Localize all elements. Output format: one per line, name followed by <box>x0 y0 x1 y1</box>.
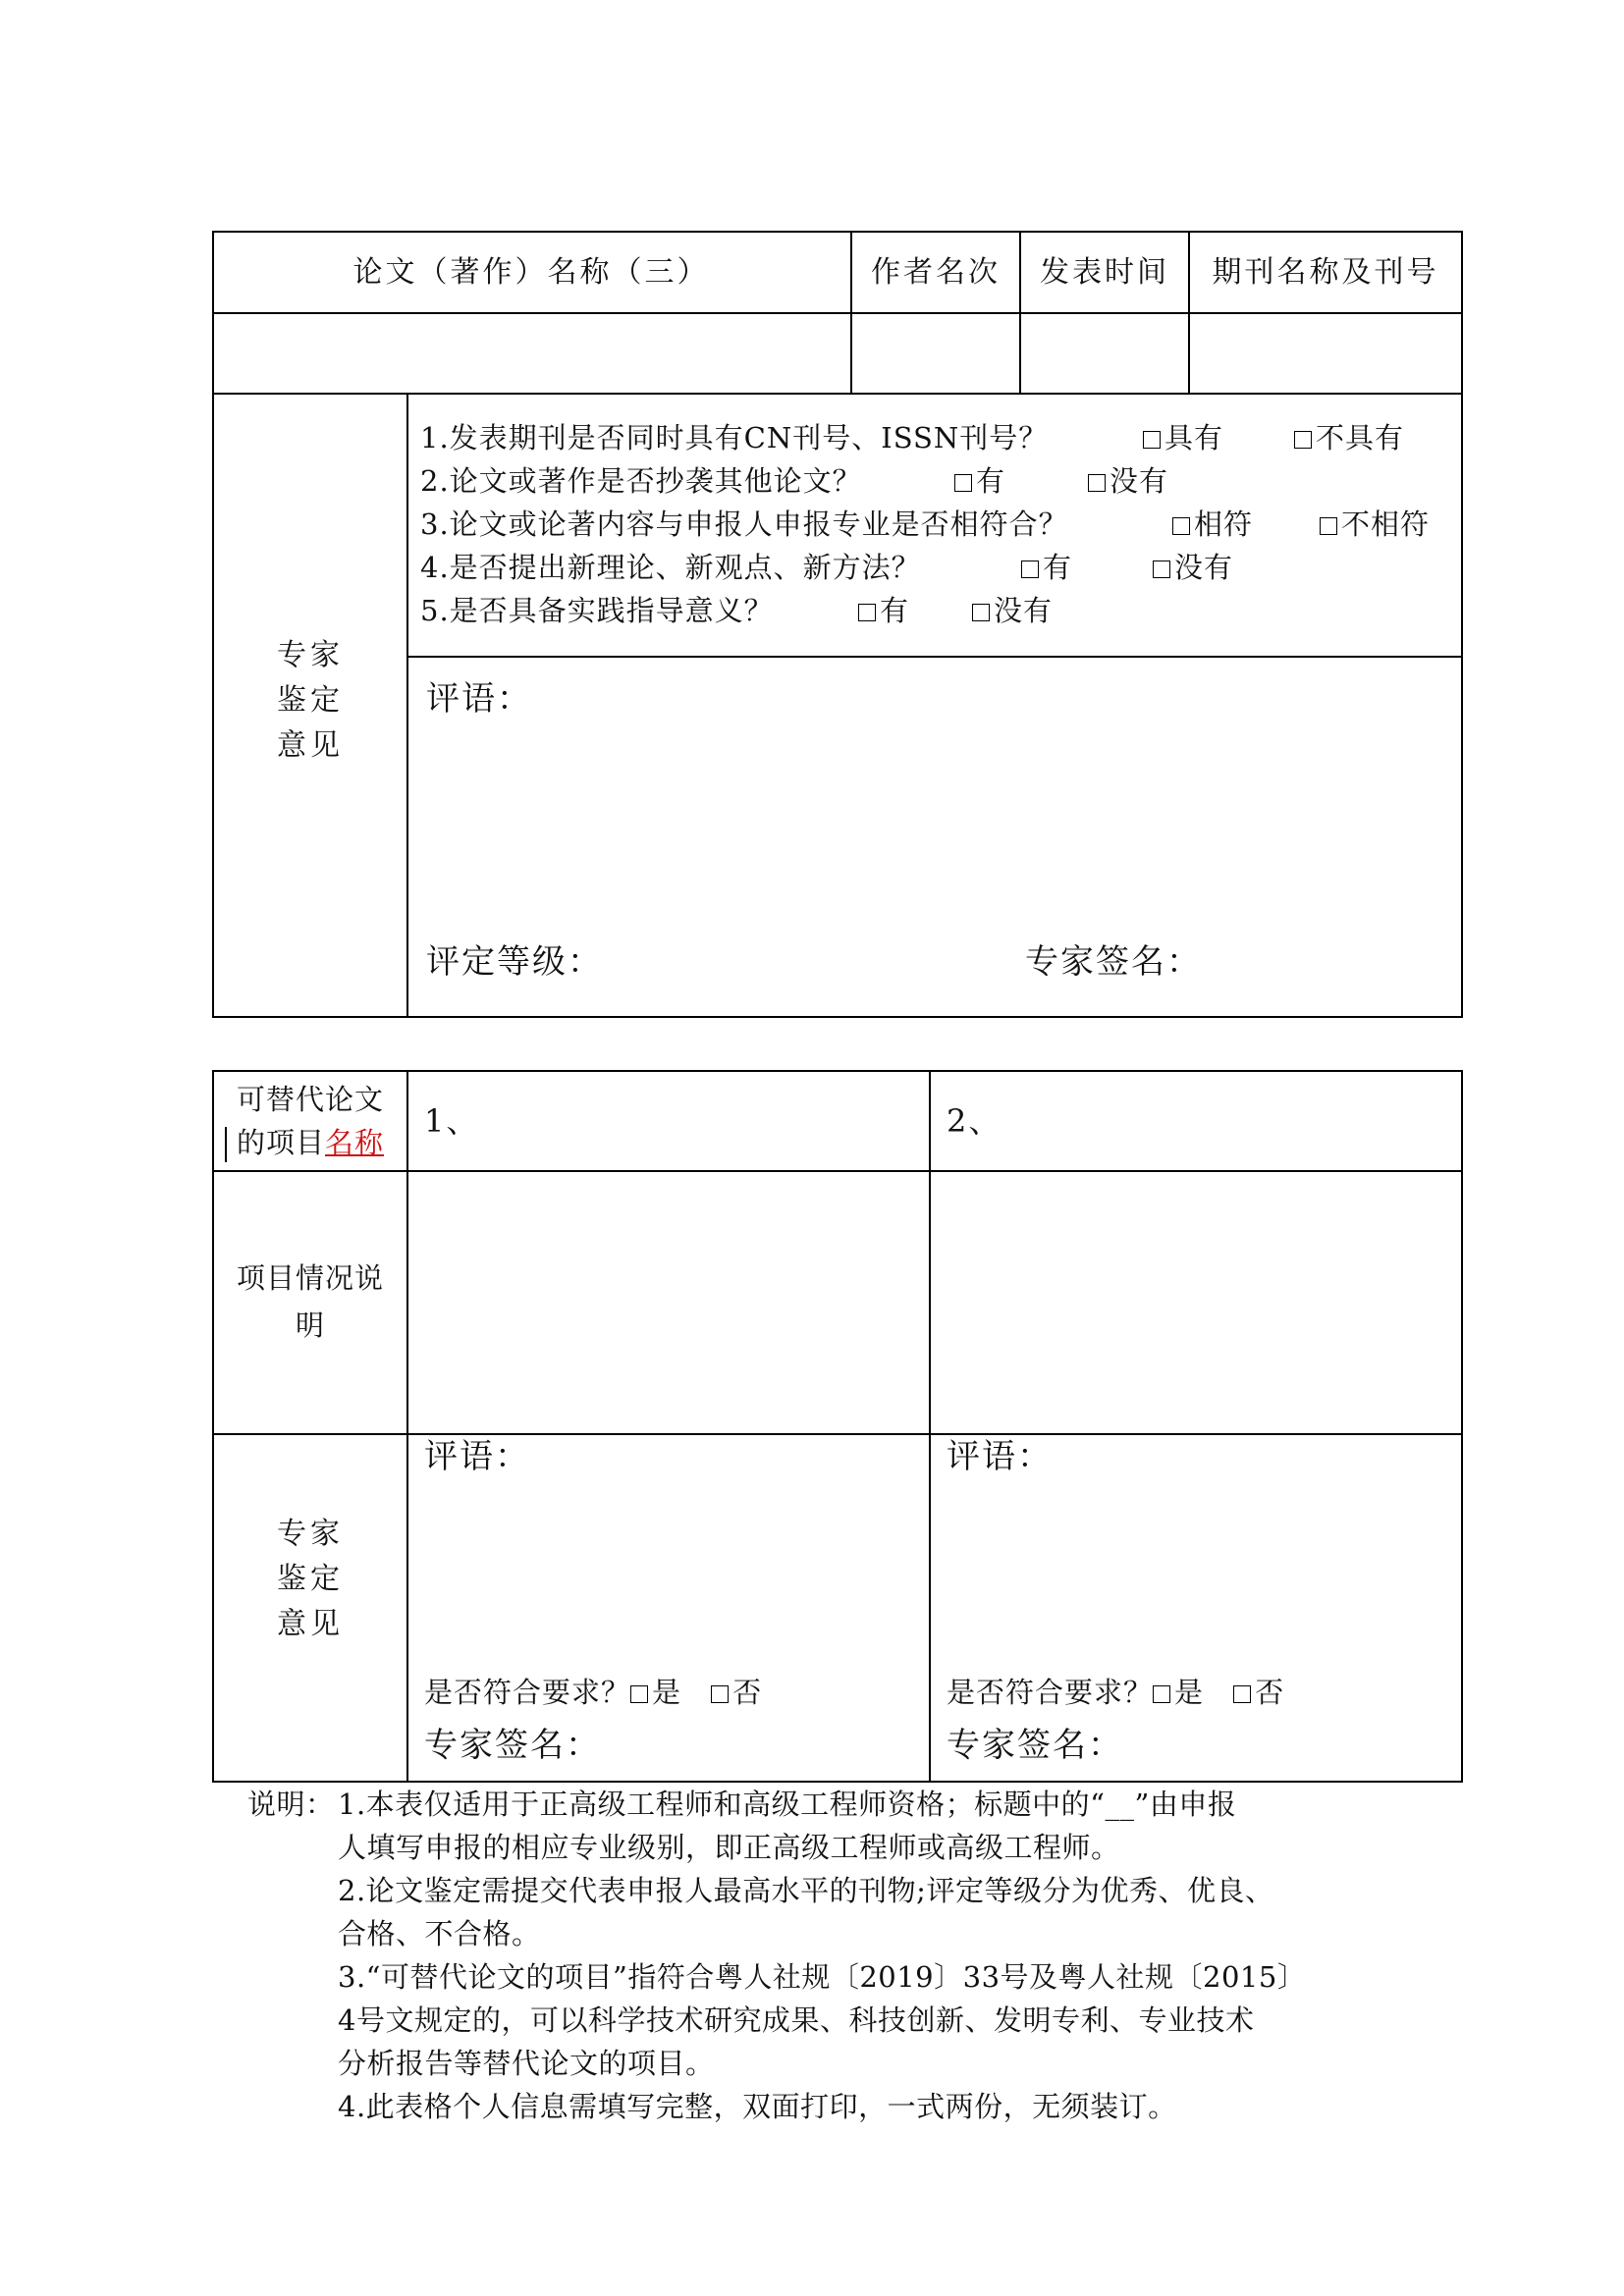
note-line: 4.此表格个人信息需填写完整，双面打印，一式两份，无须装订。 <box>338 2090 1177 2123</box>
option-not-match[interactable] <box>1320 503 1430 546</box>
project-1-comment-input[interactable] <box>408 1482 927 1659</box>
option-yes[interactable] <box>1021 546 1072 589</box>
checkbox[interactable] <box>972 604 990 621</box>
publish-time-header: 发表时间 <box>1040 255 1169 290</box>
project-2-compliance <box>947 1671 1284 1714</box>
option-label: 有 <box>1043 551 1073 584</box>
option-no[interactable] <box>1233 1676 1284 1709</box>
note-line: 4号文规定的，可以科学技术研究成果、科技创新、发明专利、专业技术 <box>338 2003 1255 2037</box>
expert-label-line: 专家 <box>277 1517 344 1551</box>
option-label: 没有 <box>1110 464 1169 498</box>
option-no[interactable] <box>711 1676 762 1709</box>
option-no[interactable] <box>1088 459 1168 503</box>
comment-input-area[interactable] <box>408 726 1461 923</box>
project-label-mark: 名称 <box>325 1126 385 1159</box>
publish-time-input-cell[interactable] <box>1021 314 1186 391</box>
project-name-label <box>214 1078 406 1164</box>
author-rank-header: 作者名次 <box>871 255 1001 290</box>
paper-title-header: 论文（著作）名称（三） <box>352 255 710 290</box>
option-label: 不具有 <box>1316 421 1405 454</box>
expert-label-line: 意见 <box>277 1607 344 1641</box>
checkbox[interactable] <box>1320 517 1337 535</box>
project-description-label <box>214 1255 406 1349</box>
checkbox[interactable] <box>1088 474 1106 492</box>
question-text: 4.是否提出新理论、新观点、新方法？ <box>420 551 921 584</box>
project-label-line <box>214 1121 406 1164</box>
project-2-description-input[interactable] <box>931 1172 1461 1431</box>
checkbox[interactable] <box>1172 517 1190 535</box>
description-label-line: 明 <box>295 1308 325 1342</box>
question-4 <box>420 546 1234 589</box>
comment-label: 评语： <box>426 679 532 719</box>
option-label: 是 <box>1174 1676 1205 1709</box>
question-1 <box>420 416 1405 459</box>
expert-label-line: 专家 <box>277 638 344 672</box>
signature-label: 专家签名： <box>1025 942 1202 982</box>
project-1-name-input[interactable] <box>471 1074 925 1168</box>
project-1-number: 1、 <box>424 1102 480 1140</box>
compliance-question: 是否符合要求？ <box>424 1676 631 1709</box>
project-2-number: 2、 <box>947 1102 1002 1140</box>
paper-title-input-cell[interactable] <box>214 314 848 391</box>
compliance-question: 是否符合要求？ <box>947 1676 1154 1709</box>
table1-question-divider <box>406 656 1463 658</box>
option-label: 不相符 <box>1341 507 1431 541</box>
option-yes[interactable] <box>630 1676 681 1709</box>
option-label: 没有 <box>994 594 1054 627</box>
option-no[interactable] <box>972 589 1053 632</box>
table1-label-divider <box>406 393 408 1018</box>
option-label: 有 <box>976 464 1006 498</box>
checkbox[interactable] <box>1021 561 1039 578</box>
project-2-comment-input[interactable] <box>931 1482 1461 1659</box>
question-text: 2.论文或著作是否抄袭其他论文？ <box>420 464 862 498</box>
expert-label-line: 鉴定 <box>277 683 344 718</box>
option-yes[interactable] <box>1153 1676 1204 1709</box>
option-yes[interactable] <box>858 589 909 632</box>
project-label-line: 可替代论文 <box>236 1083 384 1116</box>
checkbox[interactable] <box>630 1685 648 1703</box>
expert-opinion-label-2 <box>214 1512 406 1647</box>
description-label-line: 项目情况说 <box>236 1261 384 1295</box>
expert-label-line: 鉴定 <box>277 1562 344 1596</box>
journal-input-cell[interactable] <box>1190 314 1461 391</box>
project-2-comment-label: 评语： <box>947 1437 1053 1476</box>
option-yes[interactable] <box>954 459 1005 503</box>
question-text: 5.是否具备实践指导意义？ <box>420 594 774 627</box>
checkbox[interactable] <box>1143 431 1161 449</box>
option-label: 有 <box>880 594 910 627</box>
checkbox[interactable] <box>1153 1685 1170 1703</box>
notes-prefix: 说明： <box>247 1788 335 1821</box>
option-label: 没有 <box>1174 551 1234 584</box>
author-rank-input-cell[interactable] <box>852 314 1017 391</box>
project-2-signature-label: 专家签名： <box>947 1726 1123 1765</box>
note-line: 2.论文鉴定需提交代表申报人最高水平的刊物;评定等级分为优秀、优良、 <box>338 1874 1274 1907</box>
checkbox[interactable] <box>858 604 876 621</box>
note-line: 1.本表仅适用于正高级工程师和高级工程师资格；标题中的“__”由申报 <box>338 1788 1237 1821</box>
note-line: 合格、不合格。 <box>338 1917 541 1950</box>
table1-row-divider <box>212 393 1463 395</box>
question-2 <box>420 459 1169 503</box>
checkbox[interactable] <box>1233 1685 1251 1703</box>
option-label: 是 <box>652 1676 682 1709</box>
table2-row-divider <box>212 1433 1463 1435</box>
question-text: 1.发表期刊是否同时具有CN刊号、ISSN刊号？ <box>420 421 1049 454</box>
option-no[interactable] <box>1153 546 1233 589</box>
note-line: 人填写申报的相应专业级别，即正高级工程师或高级工程师。 <box>338 1831 1120 1864</box>
option-match[interactable] <box>1172 503 1253 546</box>
project-1-comment-label: 评语： <box>424 1437 530 1476</box>
checkbox[interactable] <box>954 474 972 492</box>
project-1-compliance <box>424 1671 762 1714</box>
expert-opinion-label <box>214 633 406 769</box>
option-has[interactable] <box>1143 416 1223 459</box>
question-3 <box>420 503 1431 546</box>
checkbox[interactable] <box>1294 431 1312 449</box>
note-line: 分析报告等替代论文的项目。 <box>338 2047 715 2080</box>
journal-header: 期刊名称及刊号 <box>1212 255 1439 290</box>
question-text: 3.论文或论著内容与申报人申报专业是否相符合？ <box>420 507 1068 541</box>
option-label: 具有 <box>1164 421 1224 454</box>
note-line: 3.“可替代论文的项目”指符合粤人社规〔2019〕33号及粤人社规〔2015〕 <box>338 1960 1307 1994</box>
project-1-description-input[interactable] <box>408 1172 927 1431</box>
question-5 <box>420 589 1054 632</box>
expert-label-line: 意见 <box>277 728 344 763</box>
option-label: 否 <box>1255 1676 1285 1709</box>
checkbox[interactable] <box>711 1685 729 1703</box>
text-cursor <box>225 1127 227 1162</box>
project-label-prefix: 的项目 <box>236 1126 325 1159</box>
project-1-signature-label: 专家签名： <box>424 1726 601 1765</box>
option-not-has[interactable] <box>1294 416 1404 459</box>
option-label: 否 <box>732 1676 763 1709</box>
option-label: 相符 <box>1194 507 1254 541</box>
checkbox[interactable] <box>1153 561 1170 578</box>
project-2-name-input[interactable] <box>992 1074 1459 1168</box>
grade-label: 评定等级： <box>426 942 603 982</box>
